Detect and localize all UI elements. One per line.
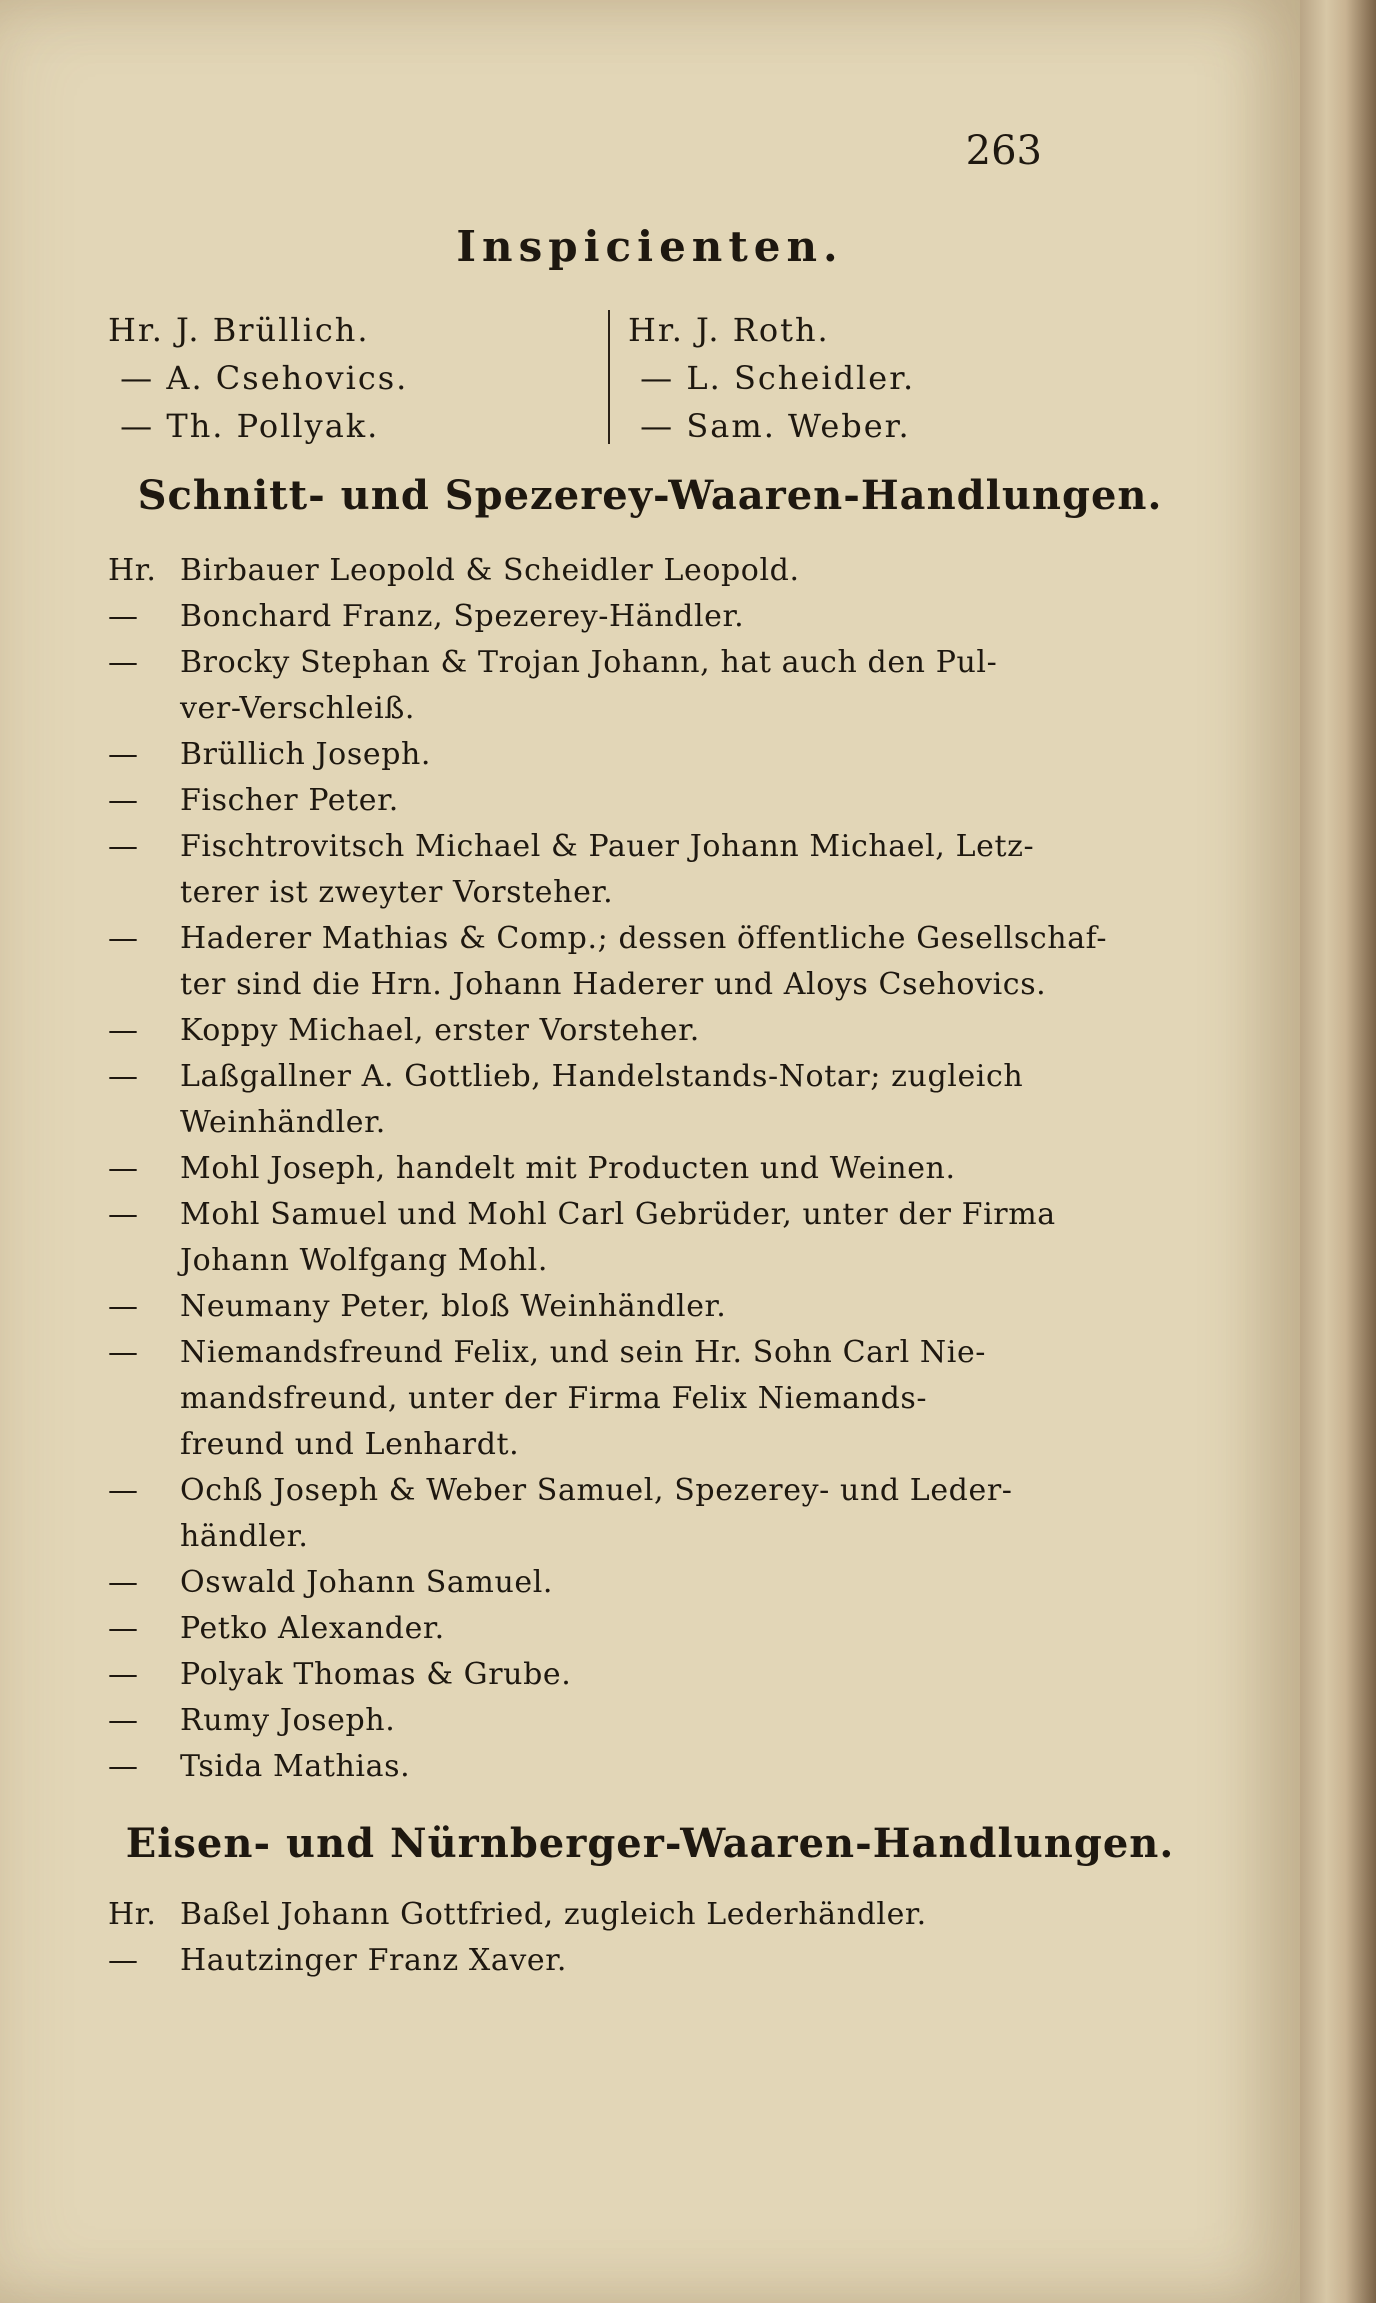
entry-prefix: Hr. <box>108 1897 157 1932</box>
entry-text-line: händler. <box>180 1519 309 1554</box>
entry-text-line: terer ist zweyter Vorsteher. <box>180 875 614 910</box>
item-name: L. Scheidler. <box>686 359 916 397</box>
entry-text-line: Tsida Mathias. <box>180 1749 411 1784</box>
section-title-eisen-nuernberger: Eisen- und Nürnberger-Waaren-Handlungen. <box>125 1820 1175 1867</box>
entry-prefix: — <box>108 1749 139 1784</box>
entry-text-line: ter sind die Hrn. Johann Haderer und Aloys Csehovics. <box>180 967 1047 1002</box>
entry-text-line: Laßgallner A. Gottlieb, Handelstands-Notar; zugleich <box>180 1059 1024 1094</box>
item-name: Sam. Weber. <box>686 407 911 445</box>
item-prefix: — <box>120 407 155 445</box>
inspicient-item <box>108 402 408 450</box>
merchant-entry <box>108 1698 1128 1744</box>
entry-text-line: Hautzinger Franz Xaver. <box>180 1943 568 1978</box>
entry-text-line: Haderer Mathias & Comp.; dessen öffentliche Gesellschaf- <box>180 921 1108 956</box>
entry-text-line: Niemandsfreund Felix, und sein Hr. Sohn Carl Nie- <box>180 1335 987 1370</box>
merchant-entry <box>108 1606 1128 1652</box>
entry-text-line: Oswald Johann Samuel. <box>180 1565 554 1600</box>
entry-prefix: — <box>108 1565 139 1600</box>
page-number: 263 <box>965 128 1042 174</box>
item-prefix: Hr. <box>108 311 164 349</box>
entry-text-line: Fischtrovitsch Michael & Pauer Johann Michael, Letz- <box>180 829 1035 864</box>
merchant-entry <box>108 1008 1128 1054</box>
entry-text-line: Brocky Stephan & Trojan Johann, hat auch den Pul- <box>180 645 998 680</box>
entry-prefix: — <box>108 1657 139 1692</box>
entry-text-line: Baßel Johann Gottfried, zugleich Lederhändler. <box>180 1897 927 1932</box>
entry-text-line: ver-Verschleiß. <box>180 691 416 726</box>
entry-prefix: — <box>108 1703 139 1738</box>
merchant-entry <box>108 640 1128 732</box>
item-prefix: — <box>640 359 675 397</box>
entry-prefix: — <box>108 1013 139 1048</box>
entry-prefix: — <box>108 1289 139 1324</box>
item-name: J. Brüllich. <box>176 311 370 349</box>
item-prefix: — <box>120 359 155 397</box>
entry-prefix: — <box>108 1611 139 1646</box>
inspicient-item <box>628 306 915 354</box>
entry-prefix: — <box>108 645 139 680</box>
entry-text-line: Weinhändler. <box>180 1105 386 1140</box>
merchant-entry <box>108 824 1128 916</box>
entry-text-line: Fischer Peter. <box>180 783 399 818</box>
inspicient-item <box>628 402 915 450</box>
entry-prefix: Hr. <box>108 553 157 588</box>
entry-text-line: Mohl Samuel und Mohl Carl Gebrüder, unter der Firma <box>180 1197 1056 1232</box>
entry-text-line: Johann Wolfgang Mohl. <box>180 1243 549 1278</box>
entry-text-line: Rumy Joseph. <box>180 1703 396 1738</box>
merchant-entry <box>108 1560 1128 1606</box>
item-name: J. Roth. <box>696 311 830 349</box>
entry-text-line: Bonchard Franz, Spezerey-Händler. <box>180 599 745 634</box>
entry-text-line: Brüllich Joseph. <box>180 737 432 772</box>
merchant-entry <box>108 1744 1128 1790</box>
merchant-entry <box>108 1892 1128 1938</box>
merchant-entry <box>108 1146 1128 1192</box>
entry-prefix: — <box>108 599 139 634</box>
entry-text-line: Ochß Joseph & Weber Samuel, Spezerey- und Leder- <box>180 1473 1013 1508</box>
merchant-entry <box>108 732 1128 778</box>
merchant-entry <box>108 1652 1128 1698</box>
merchant-entry <box>108 778 1128 824</box>
item-name: Th. Pollyak. <box>166 407 380 445</box>
merchant-entry <box>108 916 1128 1008</box>
section-title-schnitt-spezerey: Schnitt- und Spezerey-Waaren-Handlungen. <box>137 472 1163 519</box>
entry-prefix: — <box>108 1059 139 1094</box>
entry-text-line: Neumany Peter, bloß Weinhändler. <box>180 1289 727 1324</box>
merchant-entry <box>108 1468 1128 1560</box>
inspicienten-right-column <box>628 306 915 450</box>
merchant-entry <box>108 1284 1128 1330</box>
merchant-entry <box>108 1938 1128 1984</box>
inspicient-item <box>628 354 915 402</box>
merchant-entry <box>108 1192 1128 1284</box>
merchant-entry <box>108 1054 1128 1146</box>
inspicient-item <box>108 354 408 402</box>
inspicienten-title: Inspicienten. <box>456 222 844 271</box>
entry-prefix: — <box>108 1197 139 1232</box>
entry-text-line: Polyak Thomas & Grube. <box>180 1657 572 1692</box>
entry-prefix: — <box>108 921 139 956</box>
entry-prefix: — <box>108 783 139 818</box>
entry-text-line: Mohl Joseph, handelt mit Producten und Weinen. <box>180 1151 956 1186</box>
entry-prefix: — <box>108 1335 139 1370</box>
entry-prefix: — <box>108 829 139 864</box>
merchant-entry <box>108 1330 1128 1468</box>
item-prefix: — <box>640 407 675 445</box>
item-prefix: Hr. <box>628 311 684 349</box>
page-edge <box>1300 0 1376 2303</box>
entry-prefix: — <box>108 737 139 772</box>
merchant-entry <box>108 548 1128 594</box>
entry-prefix: — <box>108 1943 139 1978</box>
entry-prefix: — <box>108 1151 139 1186</box>
inspicient-item <box>108 306 408 354</box>
item-name: A. Csehovics. <box>166 359 409 397</box>
entry-text-line: Birbauer Leopold & Scheidler Leopold. <box>180 553 800 588</box>
entry-prefix: — <box>108 1473 139 1508</box>
column-divider <box>608 310 610 444</box>
entry-text-line: Koppy Michael, erster Vorsteher. <box>180 1013 700 1048</box>
merchant-list-schnitt-spezerey <box>108 548 1128 1790</box>
entry-text-line: Petko Alexander. <box>180 1611 445 1646</box>
inspicienten-left-column <box>108 306 408 450</box>
entry-text-line: mandsfreund, unter der Firma Felix Niemands- <box>180 1381 928 1416</box>
merchant-list-eisen-nuernberger <box>108 1892 1128 1984</box>
merchant-entry <box>108 594 1128 640</box>
entry-text-line: freund und Lenhardt. <box>180 1427 520 1462</box>
